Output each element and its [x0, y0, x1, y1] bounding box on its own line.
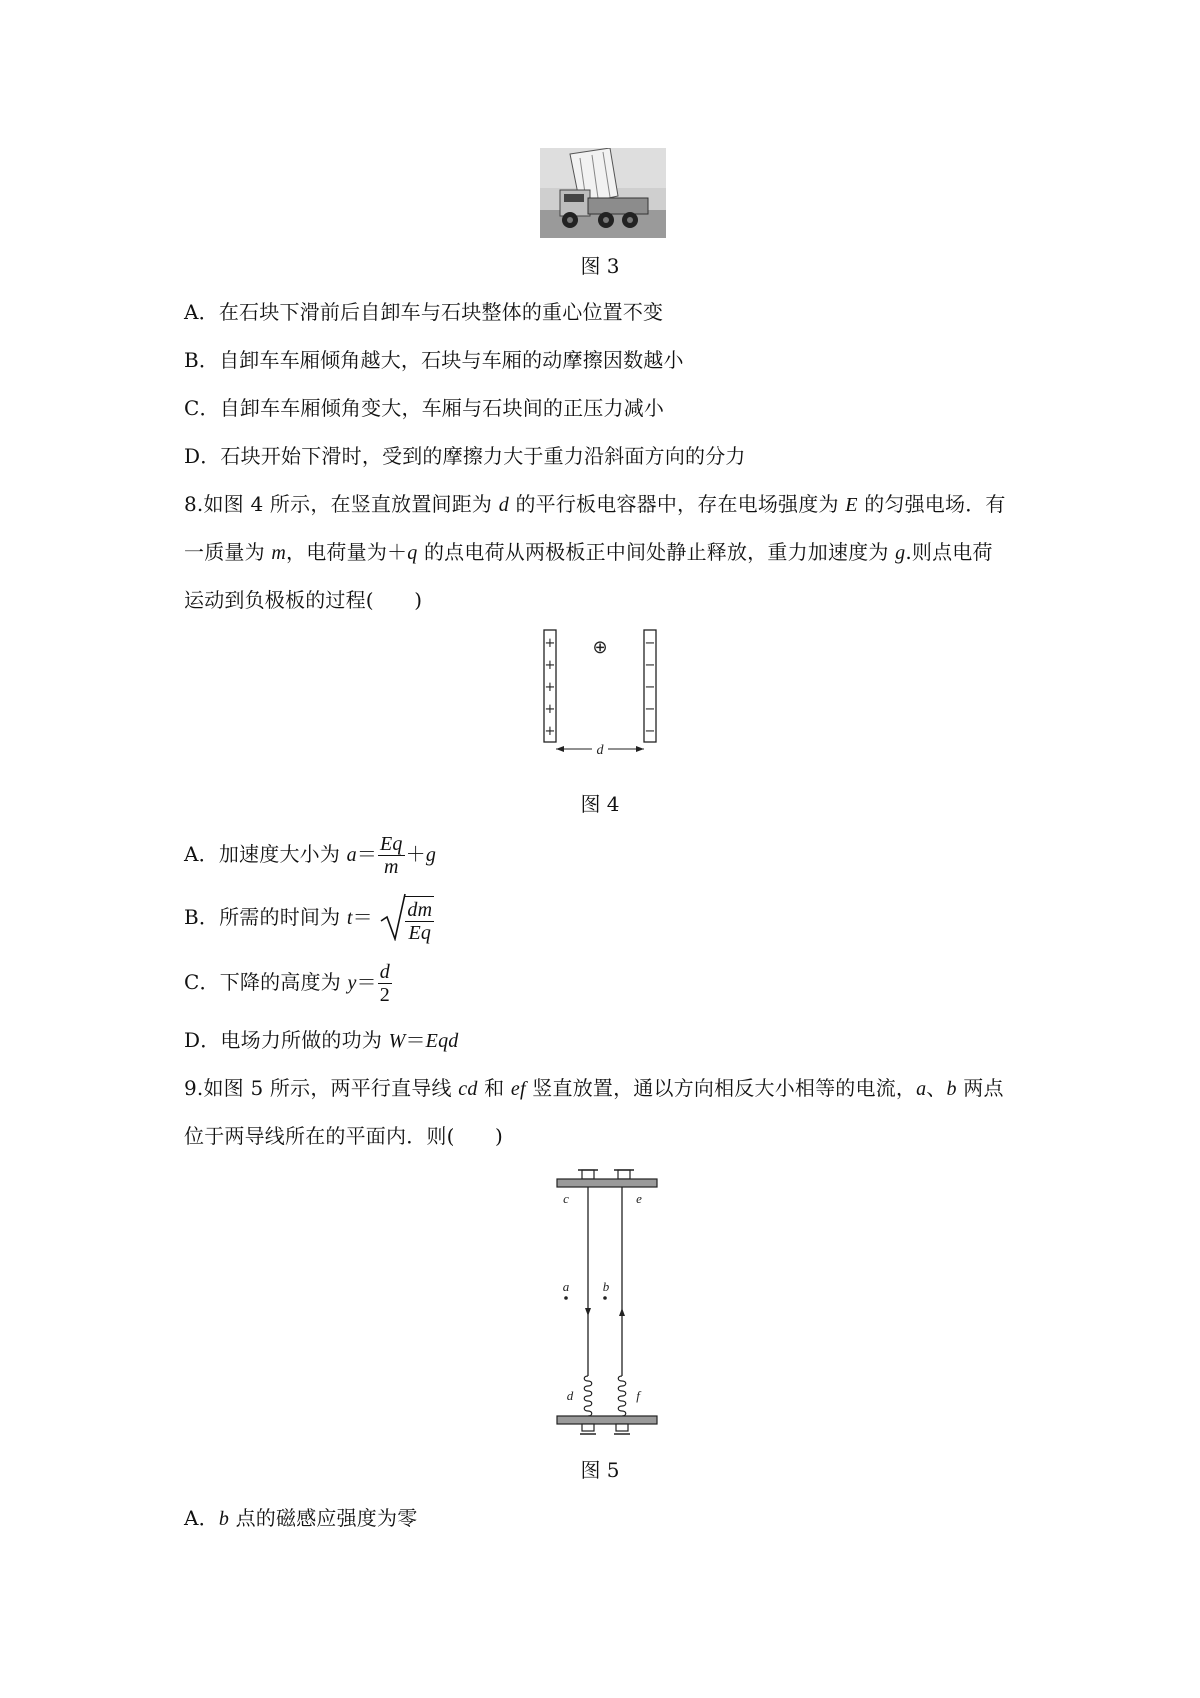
minus-sign: −	[644, 636, 656, 651]
q9-text: 、	[926, 1076, 947, 1100]
capacitor-diagram	[540, 628, 660, 758]
q8-text: 的点电荷从两极板正中间处静止释放，重力加速度为	[417, 540, 896, 564]
q9-stem-line-1	[184, 1074, 1004, 1103]
q8-text: 的匀强电场．有	[857, 492, 1006, 516]
q7-option-b: B．自卸车车厢倾角越大，石块与车厢的动摩擦因数越小	[184, 348, 684, 372]
q8-text: .则点电荷	[905, 540, 993, 564]
label-f: f	[636, 1388, 640, 1403]
fraction-denominator: Eq	[408, 921, 432, 944]
q9-var-b: b	[946, 1078, 957, 1100]
minus-sign: −	[644, 658, 656, 673]
q8-option-c	[184, 960, 393, 1006]
q7-option-a: A．在石块下滑前后自卸车与石块整体的重心位置不变	[184, 300, 664, 324]
q8-var-y: y	[347, 972, 357, 994]
fraction-d-over-2	[378, 961, 392, 1006]
fraction-numerator: Eq	[380, 833, 403, 855]
q8-text: 8.如图 4 所示，在竖直放置间距为	[184, 492, 499, 516]
q8-text: 一质量为	[184, 540, 272, 564]
q8-option-b	[184, 892, 435, 944]
q8-var-e: E	[845, 494, 858, 516]
q9-option-text: A．	[184, 1506, 219, 1530]
q8-option-a	[184, 832, 436, 878]
fraction-eq-over-m	[378, 833, 405, 878]
figure-4-caption: 图 4	[580, 792, 620, 816]
label-c: c	[563, 1191, 569, 1206]
q8-var-g: g	[425, 844, 437, 866]
q8-stem-line-3: 运动到负极板的过程( )	[184, 588, 423, 612]
plus-sign: +	[544, 702, 556, 717]
q8-stem-line-1	[184, 490, 1006, 519]
plus-sign: +	[544, 680, 556, 695]
label-a: a	[562, 1279, 570, 1294]
fraction-dm-over-eq	[405, 896, 434, 944]
q7-option-d: D．石块开始下滑时，受到的摩擦力大于重力沿斜面方向的分力	[184, 444, 746, 468]
q8-option-d	[184, 1026, 459, 1055]
q8-eq: ＝	[405, 1028, 426, 1052]
q8-var-q: q	[407, 542, 418, 564]
fraction-denominator: m	[384, 856, 399, 878]
q8-option-text: A．加速度大小为	[184, 842, 347, 866]
q9-var-cd: cd	[458, 1078, 478, 1100]
fraction-numerator: d	[379, 961, 390, 983]
q8-text: ，电荷量为＋	[286, 540, 408, 564]
q8-var-eqd: Eqd	[425, 1030, 459, 1052]
point-charge-symbol: ⊕	[592, 637, 608, 658]
plus-sign: +	[544, 724, 556, 739]
q8-eq: ＝	[356, 970, 377, 994]
q8-text: 的平行板电容器中，存在电场强度为	[508, 492, 846, 516]
figure-3-caption: 图 3	[580, 254, 620, 278]
q9-var-a: a	[916, 1078, 927, 1100]
point-a-dot	[564, 1296, 568, 1300]
q9-text: 两点	[956, 1076, 1004, 1100]
parallel-wires-diagram	[552, 1168, 662, 1438]
label-e: e	[636, 1191, 642, 1206]
q8-var-a: a	[346, 844, 357, 866]
q8-var-d: d	[498, 494, 509, 516]
q8-option-text: D．电场力所做的功为	[184, 1028, 389, 1052]
q9-var-b: b	[218, 1508, 230, 1530]
q8-var-w: W	[388, 1030, 406, 1052]
label-b: b	[602, 1279, 610, 1294]
label-d: d	[566, 1388, 574, 1403]
q9-text: 和	[477, 1076, 511, 1100]
q8-plus: ＋	[405, 842, 426, 866]
minus-sign: −	[644, 702, 656, 717]
fraction-denominator: 2	[379, 984, 390, 1006]
q8-var-t: t	[346, 907, 353, 929]
q8-option-text: C．下降的高度为	[184, 970, 348, 994]
q9-option-text: 点的磁感应强度为零	[229, 1506, 418, 1530]
minus-sign: −	[644, 680, 656, 695]
square-root-icon	[379, 893, 435, 944]
q9-text: 9.如图 5 所示，两平行直导线	[184, 1076, 459, 1100]
q9-stem-line-2: 位于两导线所在的平面内．则( )	[184, 1124, 504, 1148]
point-b-dot	[603, 1296, 607, 1300]
distance-label: d	[596, 743, 604, 758]
q8-eq: ＝	[352, 905, 373, 929]
plus-sign: +	[544, 658, 556, 673]
q8-var-m: m	[271, 542, 287, 564]
plus-sign: +	[544, 636, 556, 651]
q8-eq: ＝	[356, 842, 378, 866]
q9-text: 竖直放置，通以方向相反大小相等的电流，	[525, 1076, 917, 1100]
q9-option-a	[184, 1504, 417, 1533]
minus-sign: −	[644, 724, 656, 739]
q8-stem-line-2	[184, 538, 993, 567]
q8-var-g: g	[895, 542, 906, 564]
q8-option-text: B．所需的时间为	[184, 905, 347, 929]
dump-truck-photo	[540, 148, 666, 238]
figure-5-caption: 图 5	[580, 1458, 620, 1482]
q7-option-c: C．自卸车车厢倾角变大，车厢与石块间的正压力减小	[184, 396, 665, 420]
q9-var-ef: ef	[510, 1078, 526, 1100]
fraction-numerator: dm	[407, 898, 433, 921]
